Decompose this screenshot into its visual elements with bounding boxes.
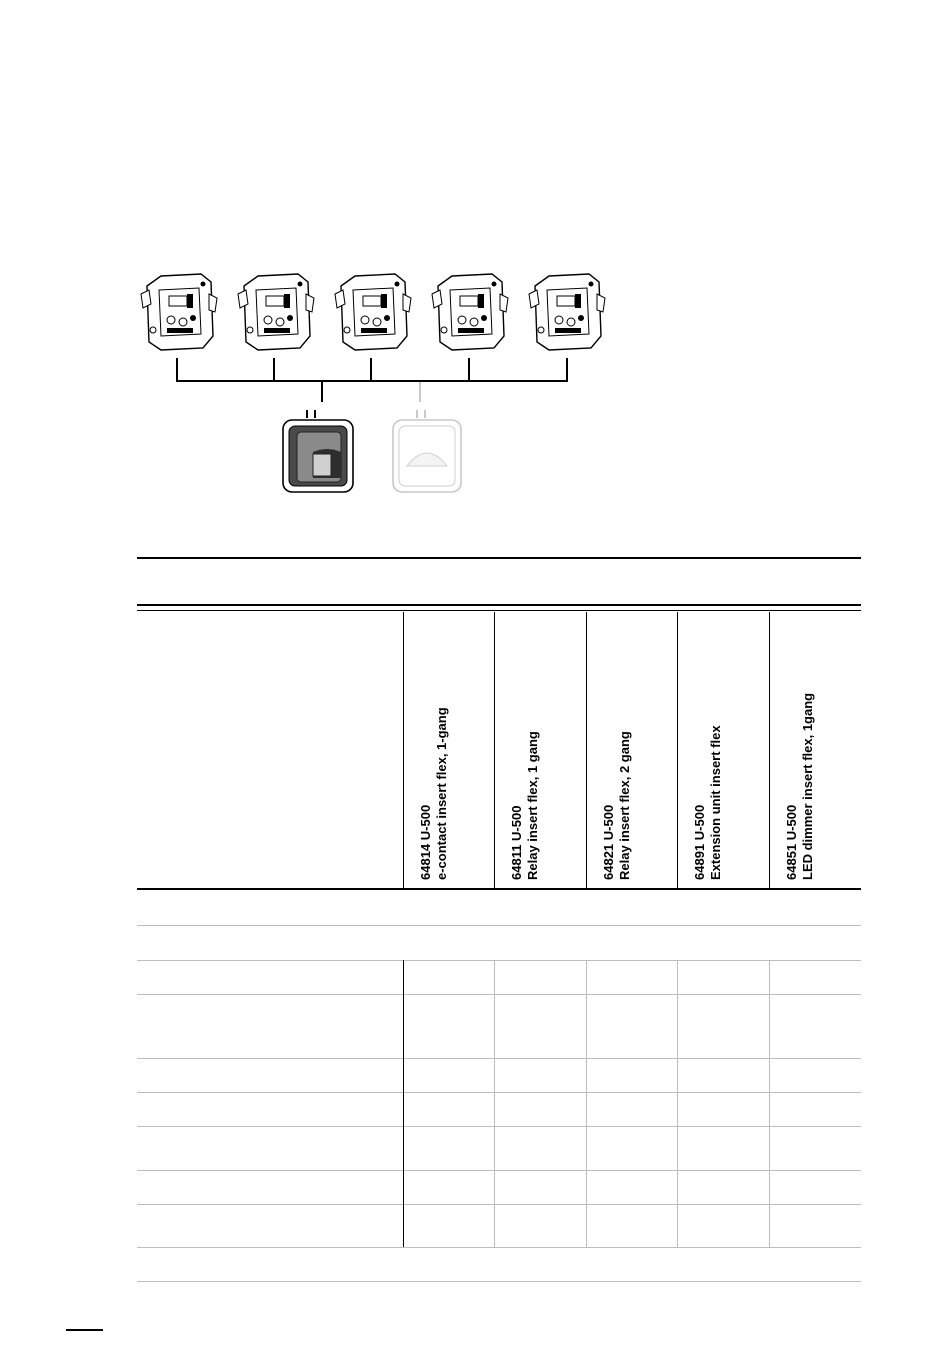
column-divider bbox=[769, 960, 770, 1247]
column-header-label bbox=[601, 620, 633, 880]
insert-2 bbox=[238, 274, 314, 350]
column-header-label bbox=[692, 620, 724, 880]
column-header-label bbox=[509, 620, 541, 880]
column-header-label bbox=[418, 620, 450, 880]
page-number-rule bbox=[66, 1329, 103, 1331]
insert-5 bbox=[529, 274, 605, 350]
row-divider bbox=[137, 1204, 861, 1205]
row-divider bbox=[137, 1058, 861, 1059]
row-divider bbox=[137, 1092, 861, 1093]
section-rule-top bbox=[137, 557, 861, 559]
column-header-label bbox=[784, 620, 816, 880]
insert-3 bbox=[335, 274, 411, 350]
column-divider bbox=[677, 960, 678, 1247]
column-divider bbox=[586, 960, 587, 1247]
row-divider bbox=[137, 1170, 861, 1171]
column-name: e-contact insert flex, 1-gang bbox=[433, 707, 449, 880]
row-divider bbox=[137, 994, 861, 995]
sensor-light bbox=[393, 410, 461, 492]
column-header-64851 bbox=[769, 612, 862, 888]
column-divider bbox=[403, 960, 404, 1247]
row-divider bbox=[137, 1126, 861, 1127]
column-header-64814 bbox=[403, 612, 495, 888]
column-code: 64814 U-500 bbox=[417, 804, 433, 880]
column-divider bbox=[494, 960, 495, 1247]
column-name: Extension unit insert flex bbox=[707, 725, 723, 880]
column-name: LED dimmer insert flex, 1gang bbox=[800, 692, 815, 880]
column-header-64811 bbox=[494, 612, 586, 888]
column-name: Relay insert flex, 2 gang bbox=[616, 731, 632, 880]
column-code: 64821 U-500 bbox=[600, 804, 616, 880]
connection-lines bbox=[176, 358, 568, 402]
row-divider bbox=[137, 1247, 861, 1248]
product-illustration bbox=[137, 252, 607, 517]
row-divider bbox=[137, 1281, 861, 1282]
column-code: 64811 U-500 bbox=[508, 805, 524, 880]
header-bottom-rule bbox=[137, 888, 861, 890]
column-code: 64851 U-500 bbox=[784, 804, 799, 880]
sensor-dark bbox=[283, 410, 353, 492]
column-header-64821 bbox=[586, 612, 678, 888]
row-divider bbox=[137, 925, 861, 926]
insert-4 bbox=[432, 274, 508, 350]
row-divider bbox=[137, 960, 861, 961]
column-header-64891 bbox=[677, 612, 769, 888]
column-name: Relay insert flex, 1 gang bbox=[524, 731, 540, 880]
section-rule-thin bbox=[137, 610, 861, 611]
section-rule-bottom bbox=[137, 604, 861, 606]
insert-1 bbox=[141, 274, 217, 350]
column-code: 64891 U-500 bbox=[691, 804, 707, 880]
